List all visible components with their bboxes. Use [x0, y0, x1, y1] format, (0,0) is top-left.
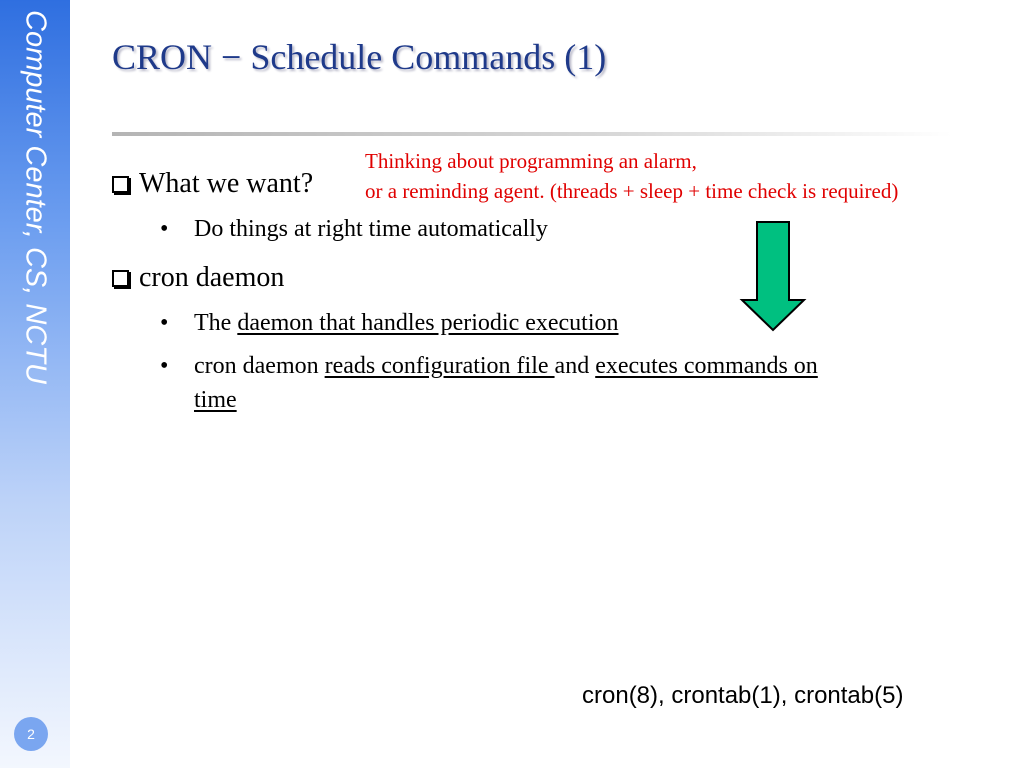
sub-bullet-prefix: The [194, 310, 238, 336]
bullet-heading: What we want? [139, 168, 314, 199]
sub-bullet-3 [160, 353, 818, 380]
annotation-line-2: or a reminding agent. (threads + sleep + time check is required) [365, 179, 899, 203]
sub-bullet-middle: and [554, 353, 596, 379]
underlined-phrase: time [194, 387, 237, 413]
bullet-dot-icon: • [160, 216, 169, 242]
red-annotation [365, 146, 898, 206]
sub-bullet-2 [160, 310, 619, 337]
sub-bullet-1 [160, 216, 548, 243]
sub-bullet-3-continuation [194, 387, 237, 414]
underlined-phrase: daemon that handles periodic execution [237, 310, 619, 336]
title-divider [112, 132, 952, 136]
down-arrow-icon [738, 220, 808, 332]
underlined-phrase: executes commands on [595, 353, 818, 379]
bullet-dot-icon: • [160, 353, 169, 379]
annotation-line-1: Thinking about programming an alarm, [365, 149, 697, 173]
sidebar-caption-text: Computer Center, CS, NCTU [19, 10, 52, 384]
man-page-references: cron(8), crontab(1), crontab(5) [582, 682, 904, 709]
checkbox-bullet-icon [112, 270, 129, 287]
bullet-heading: cron daemon [139, 262, 285, 293]
sidebar-band [0, 0, 70, 768]
sub-bullet-prefix: cron daemon [194, 353, 325, 379]
bullet-what-we-want [112, 168, 313, 200]
page-number-badge: 2 [14, 717, 48, 751]
slide-title: CRON − Schedule Commands (1) [112, 37, 607, 77]
bullet-cron-daemon [112, 262, 284, 294]
underlined-phrase: reads configuration file [324, 353, 555, 379]
sub-bullet-text: Do things at right time automatically [194, 216, 548, 242]
bullet-dot-icon: • [160, 310, 169, 336]
checkbox-bullet-icon [112, 176, 129, 193]
